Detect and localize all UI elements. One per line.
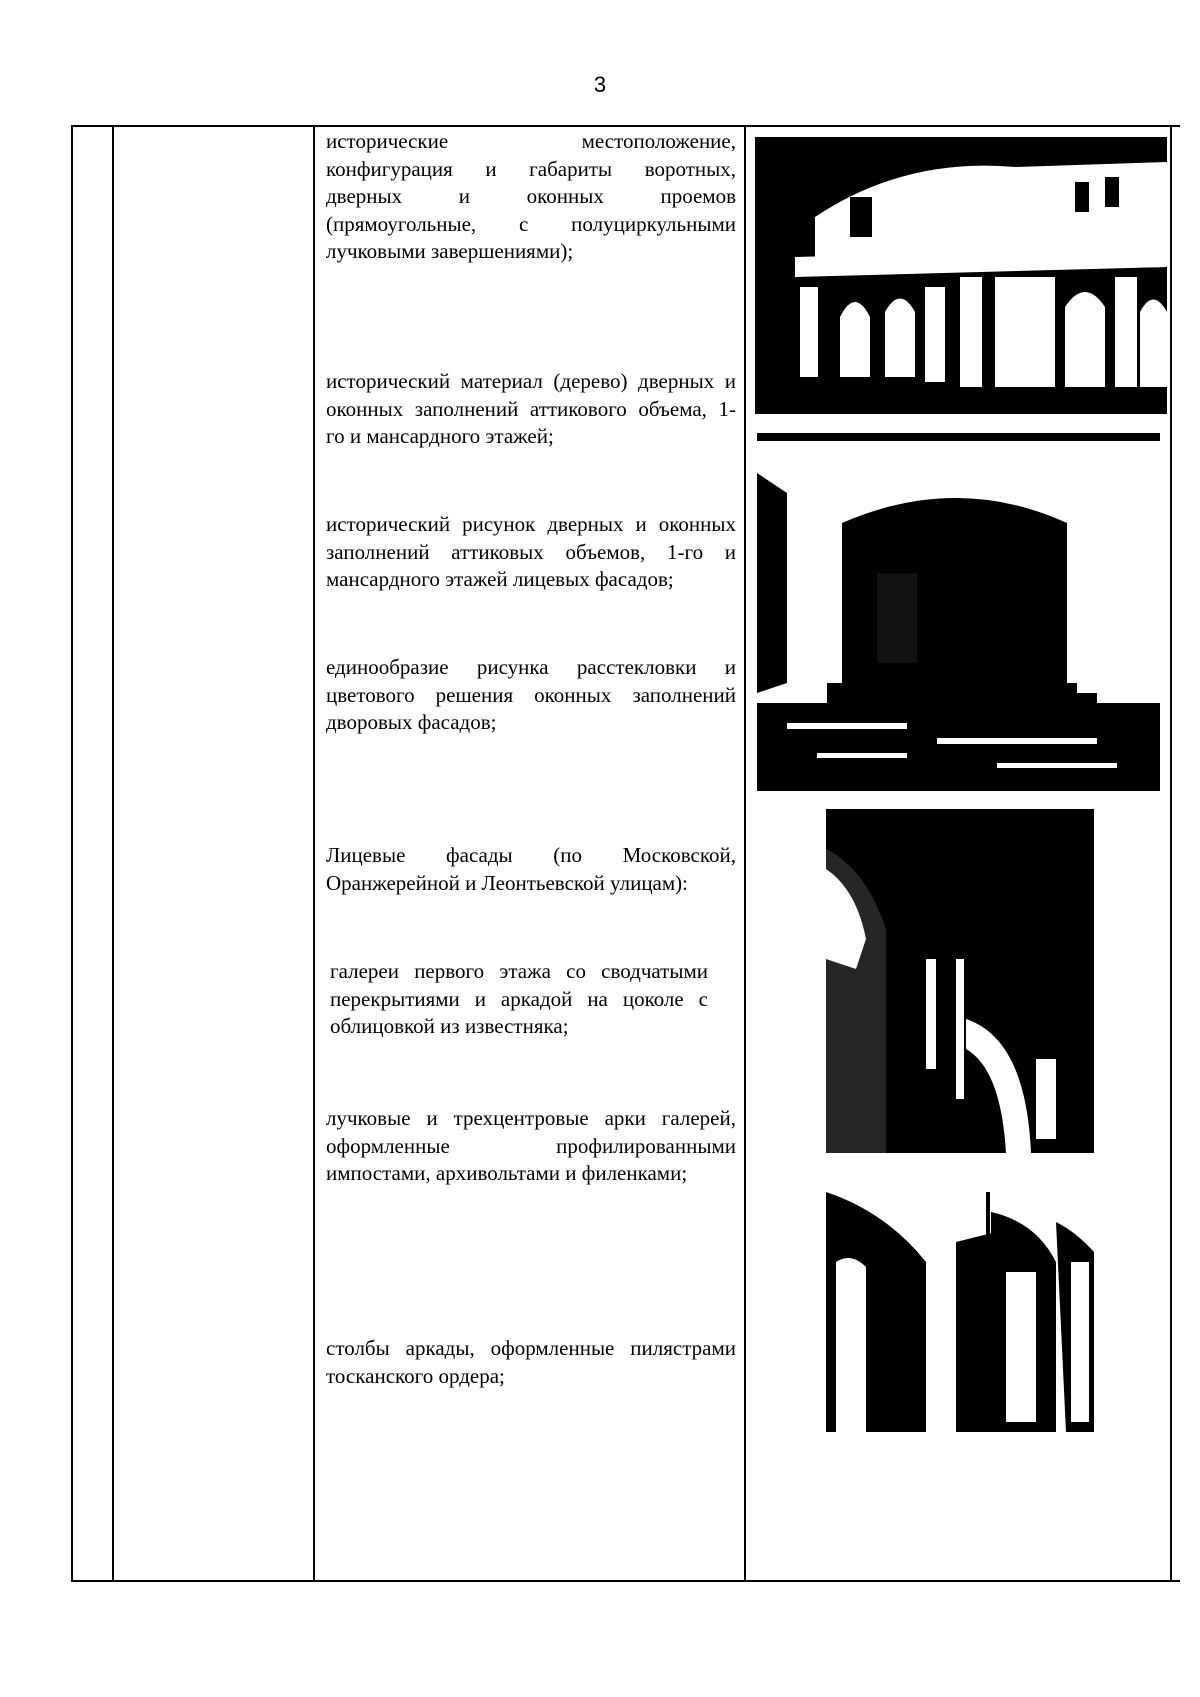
text-line: цветового решения оконных заполнений (326, 682, 736, 707)
text-line: импостами, архивольтами и филенками; (326, 1161, 688, 1185)
text-line: мансардного этажей лицевых фасадов; (326, 567, 674, 591)
vaulted-gallery-photo (826, 809, 1094, 1153)
text-line: (прямоугольные, с полуциркульными (326, 211, 736, 236)
text-line: облицовкой из известняка; (330, 1014, 569, 1038)
text-line: исторические местоположение, (326, 129, 736, 153)
text-line: исторический материал (дерево) дверных и (326, 369, 736, 393)
text-line: оформленные профилированными (326, 1133, 736, 1158)
paragraph (326, 368, 736, 451)
text-line: лучковые и трехцентровые арки галерей, (326, 1106, 736, 1130)
text-line: дворовых фасадов; (326, 710, 497, 734)
text-line: перекрытиями и аркадой на цоколе с (330, 986, 708, 1011)
building-facade-corner-photo (755, 137, 1167, 414)
text-line: заполнений аттиковых объемов, 1-го и (326, 539, 736, 564)
paragraph (326, 842, 736, 897)
table-column-border (313, 125, 315, 1582)
text-line: лучковыми завершениями); (326, 239, 574, 263)
text-line: галереи первого этажа со сводчатыми (330, 959, 708, 983)
page-number: 3 (593, 72, 607, 97)
paragraph (326, 511, 736, 594)
paragraph (326, 654, 736, 737)
paragraph (326, 128, 736, 266)
table-bottom-border (71, 1580, 1180, 1582)
text-line: единообразие рисунка расстекловки и (326, 655, 736, 679)
text-line: го и мансардного этажей; (326, 424, 554, 448)
text-line: Оранжерейной и Леонтьевской улицам): (326, 870, 688, 895)
paragraph (330, 958, 708, 1041)
table-column-border (744, 125, 746, 1582)
table-column-border (112, 125, 114, 1582)
text-line: исторический рисунок дверных и оконных (326, 512, 736, 536)
paragraph (326, 1105, 736, 1188)
text-line: дверных и оконных проемов (326, 184, 736, 208)
paragraph (326, 1335, 736, 1390)
table-column-border (1170, 125, 1172, 1582)
text-line: столбы аркады, оформленные пилястрами (326, 1336, 736, 1360)
text-line: конфигурация и габариты воротных, (326, 156, 736, 181)
arched-doorway-photo (757, 433, 1160, 791)
text-line: тосканского ордера; (326, 1363, 505, 1388)
arcade-pillars-photo (826, 1172, 1094, 1432)
table-column-border (71, 125, 73, 1582)
text-line: оконных заполнений аттикового объема, 1- (326, 396, 736, 421)
text-line: Лицевые фасады (по Московской, (326, 843, 736, 867)
table-top-border (71, 125, 1180, 127)
